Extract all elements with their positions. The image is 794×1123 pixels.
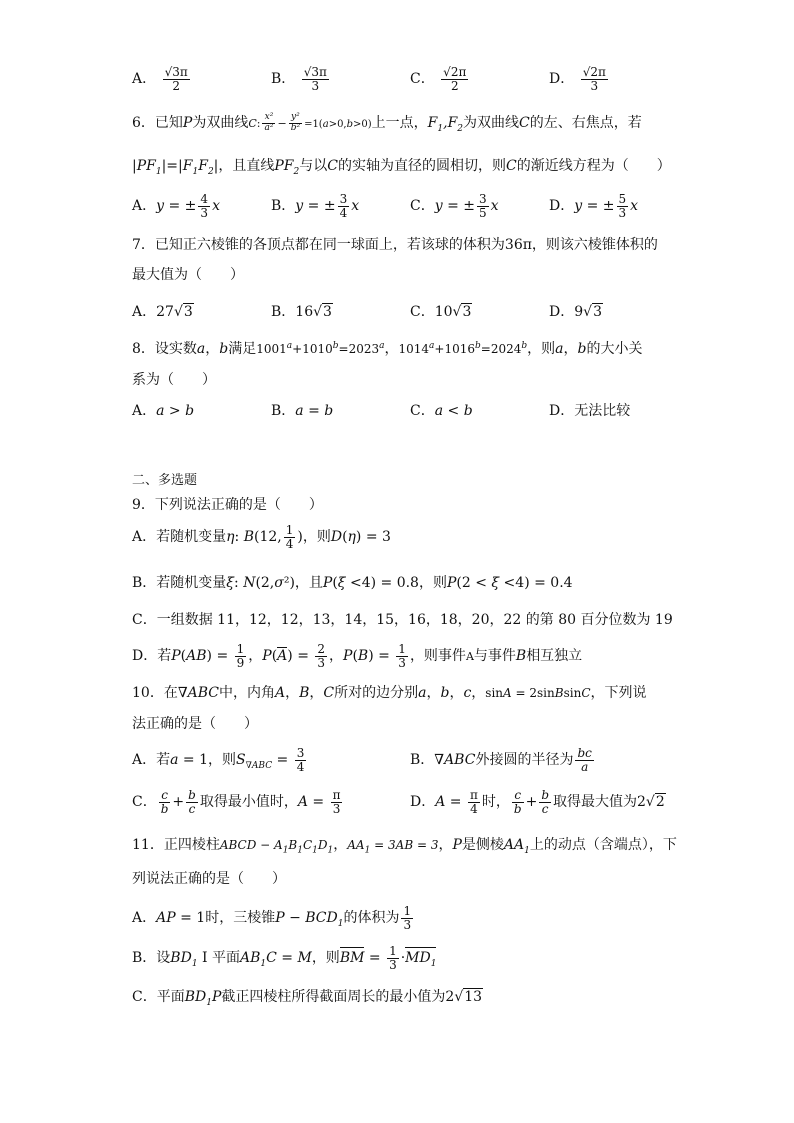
q9-option-b[interactable]: B．若随机变量ξ: N(2,σ²)，且P(ξ <4) = 0.8，则P(2 < ξ <4) = 0.4 xyxy=(132,575,573,591)
q11-stem-line2: 列说法正确的是（ ） xyxy=(132,871,286,887)
q11-option-a[interactable]: A．AP = 1时，三棱锥$P - BCD_1$的体积为 $\frac{1}{3}$ xyxy=(132,904,412,932)
q8-stem-line1: 8．设实数a，b满足$1001^a+1010^b=2023^a$，$1014^a+1016^b=2024^b$，则a，b的大小关 xyxy=(132,341,643,357)
q9-option-d[interactable]: D．若P(AB) = $\frac{1}{9}$ ，P(A) = $\frac{2}{3}$ ，P(B) = $\frac{1}{3}$ ，则事件A与事件B相互独立 xyxy=(132,642,583,670)
q6-option-d[interactable]: D．y = ± $\frac{5}{3}$ x xyxy=(549,192,639,220)
q8-option-b[interactable]: B．a = b xyxy=(271,403,334,419)
q7-option-a[interactable]: A．27√3 xyxy=(132,304,193,320)
q10-stem-line1: 10．在∇ABC中，内角A，B，C所对的边分别a，b，c，sinA = 2sinBsinC，下列说 xyxy=(132,685,647,701)
q11-stem-line1: 11．正四棱柱ABCD − $A_1B_1C_1D_1$，$AA_1 = 3AB = 3$，P是侧棱$AA_1$上的动点（含端点），下 xyxy=(132,837,677,856)
q8-option-d[interactable]: D．无法比较 xyxy=(549,403,631,419)
q10-option-b[interactable]: B．∇ABC外接圆的半径为 $\frac{bc}{a}$ xyxy=(410,746,592,774)
q8-stem-line2: 系为（ ） xyxy=(132,372,216,388)
q5-option-a[interactable]: A． $\frac{√3\pi}{2}$ xyxy=(132,65,188,93)
q11-option-c[interactable]: C．平面$BD_1P$截正四棱柱所得截面周长的最小值为2√13 xyxy=(132,989,483,1008)
q10-option-a[interactable]: A．若a = 1，则$S_{\nabla ABC}$ = $\frac{3}{4}$ xyxy=(132,746,305,774)
q9-stem: 9．下列说法正确的是（ ） xyxy=(132,497,323,513)
q10-stem-line2: 法正确的是（ ） xyxy=(132,716,258,732)
q6-stem-line1: 6．已知P为双曲线C: $\frac{\text{x²}}{\text{a²}}$ − $\frac{\text{y²}}{\text{b²}}$ =1(a>0,b>0)上一点，$F_1,F_2$为双曲线C的左、右焦点，若 xyxy=(132,112,642,134)
q9-option-a[interactable]: A．若随机变量η: B(12, $\frac{1}{4}$ )，则D(η) = 3 xyxy=(132,523,391,551)
q8-option-a[interactable]: A．a > b xyxy=(132,403,195,419)
section-title: 二、多选题 xyxy=(132,473,198,488)
q5-option-b[interactable]: B． $\frac{√3\pi}{3}$ xyxy=(271,65,327,93)
q6-option-a[interactable]: A．y = ± $\frac{4}{3}$ x xyxy=(132,192,220,220)
q6-option-b[interactable]: B．y = ± $\frac{3}{4}$ x xyxy=(271,192,360,220)
q5-option-d[interactable]: D． $\frac{√2\pi}{3}$ xyxy=(549,65,606,93)
q7-stem-line1: 7．已知正六棱锥的各顶点都在同一球面上，若该球的体积为36π，则该六棱锥体积的 xyxy=(132,237,658,253)
q6-option-c[interactable]: C．y = ± $\frac{3}{5}$ x xyxy=(410,192,499,220)
q10-option-c[interactable]: C． $\frac{c}{b}$ + $\frac{b}{c}$ 取得最小值时，A = $\frac{\pi}{3}$ xyxy=(132,788,341,816)
q10-option-d[interactable]: D．A = $\frac{\pi}{4}$ 时， $\frac{c}{b}$ + $\frac{b}{c}$ 取得最大值为2√2 xyxy=(410,788,665,816)
q9-option-c[interactable]: C．一组数据 11，12，12，13，14，15，16，18，20，22 的第 80 百分位数为 19 xyxy=(132,612,673,628)
q7-option-b[interactable]: B．16√3 xyxy=(271,304,332,320)
q6-stem-line2: $|PF_1|=|F_1F_2|$，且直线$PF_2$与以C的实轴为直径的圆相切，则C的渐近线方程为（ ） xyxy=(132,158,671,177)
q11-option-b[interactable]: B．设$BD_1$ I 平面$AB_1C = M$，则BM = $\frac{1}{3}$ $\cdot MD_1$ xyxy=(132,944,437,972)
q7-option-c[interactable]: C．10√3 xyxy=(410,304,472,320)
q7-stem-line2: 最大值为（ ） xyxy=(132,267,244,283)
q7-option-d[interactable]: D．9√3 xyxy=(549,304,602,320)
q5-option-c[interactable]: C． $\frac{√2\pi}{2}$ xyxy=(410,65,467,93)
q8-option-c[interactable]: C．a < b xyxy=(410,403,473,419)
